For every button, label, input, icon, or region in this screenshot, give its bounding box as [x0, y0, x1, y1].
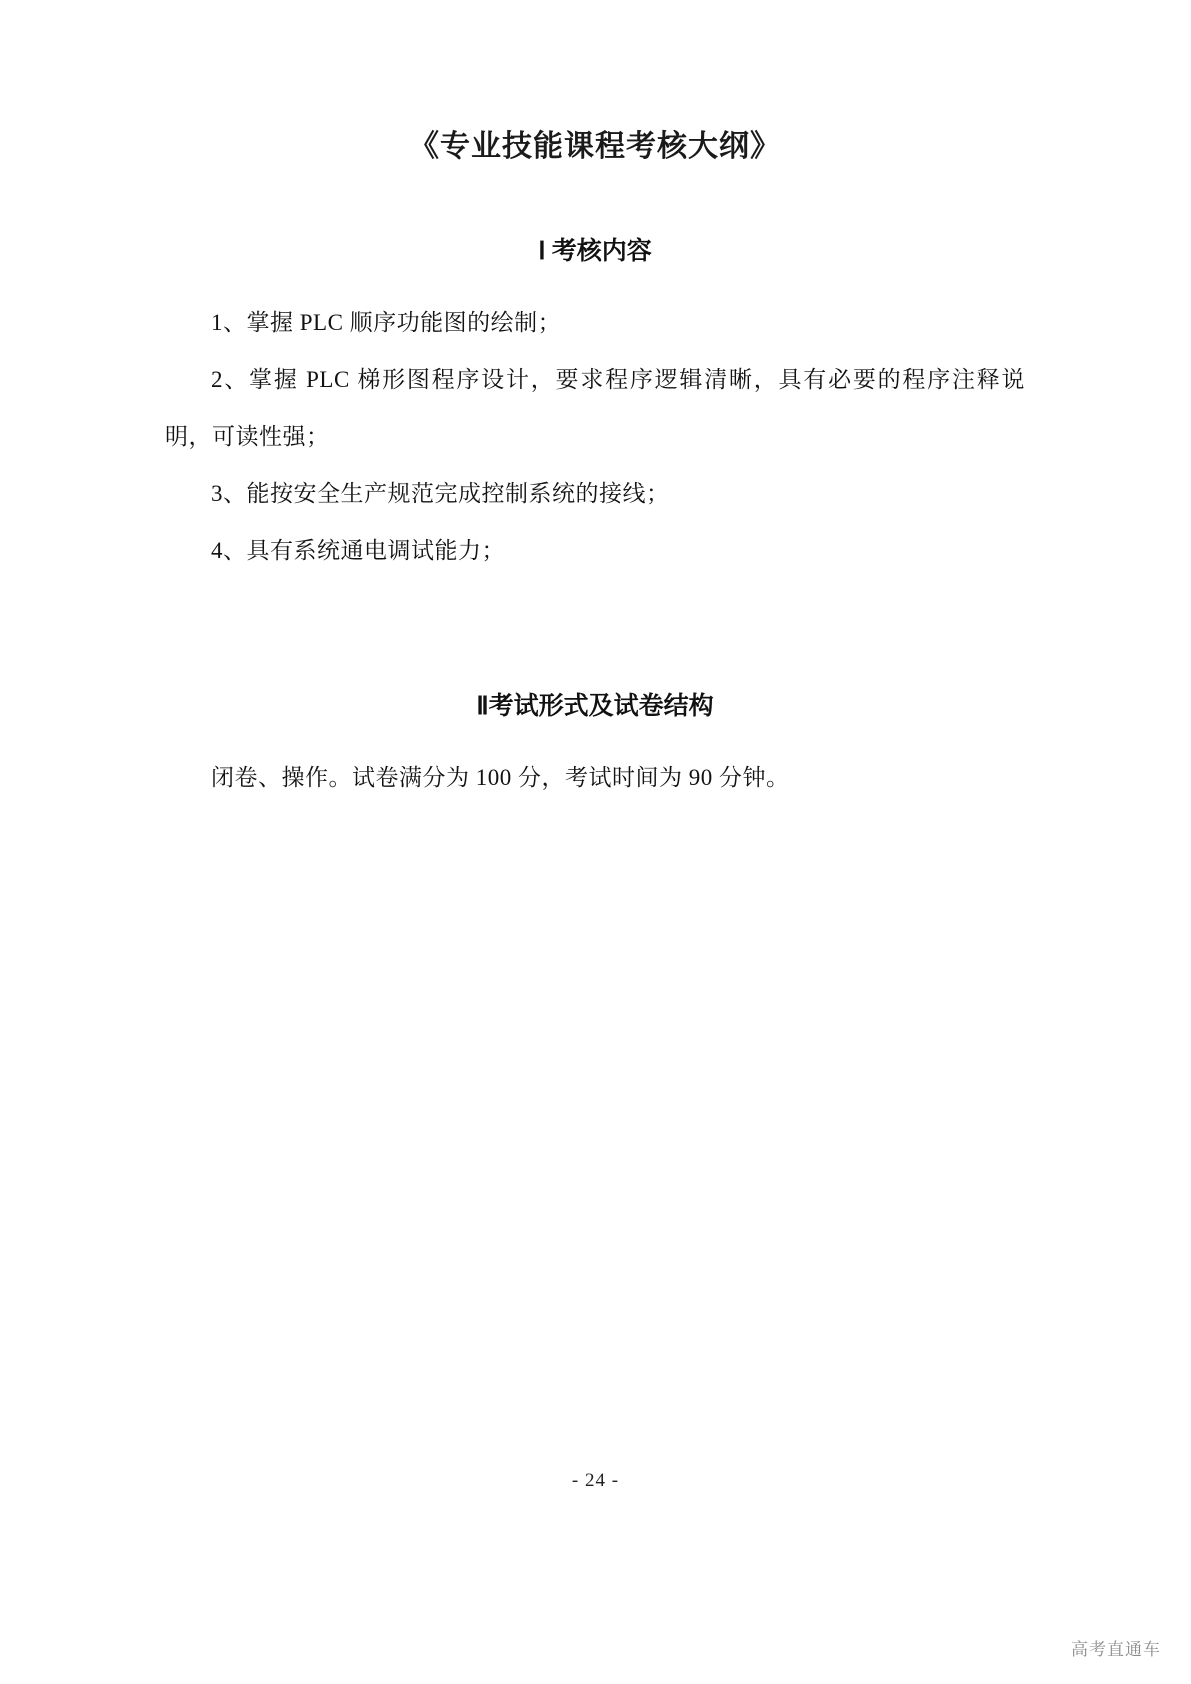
section-heading-2: Ⅱ考试形式及试卷结构	[476, 693, 714, 720]
page-number: - 24 -	[571, 1470, 620, 1491]
section-1-paragraph-4: 4、具有系统通电调试能力；	[211, 538, 505, 563]
section-1-paragraph-2: 2、掌握 PLC 梯形图程序设计，要求程序逻辑清晰，具有必要的程序注释说明，可读性强；	[165, 367, 1025, 449]
watermark: 高考直通车	[1071, 1640, 1161, 1659]
spacer-before-section-1	[165, 170, 1025, 232]
section-1-paragraph-3: 3、能按安全生产规范完成控制系统的接线；	[211, 481, 670, 506]
section-2-paragraph-1: 闭卷、操作。试卷满分为 100 分，考试时间为 90 分钟。	[211, 765, 790, 790]
page-title: 《专业技能课程考核大纲》	[409, 130, 781, 163]
spacer-after-heading-2	[165, 727, 1025, 749]
section-heading-1: Ⅰ 考核内容	[538, 238, 652, 265]
section-1-paragraph-1: 1、掌握 PLC 顺序功能图的绘制；	[211, 310, 562, 335]
spacer-after-heading-1	[165, 272, 1025, 294]
spacer-before-section-2	[165, 579, 1025, 687]
document-body	[165, 110, 1025, 806]
